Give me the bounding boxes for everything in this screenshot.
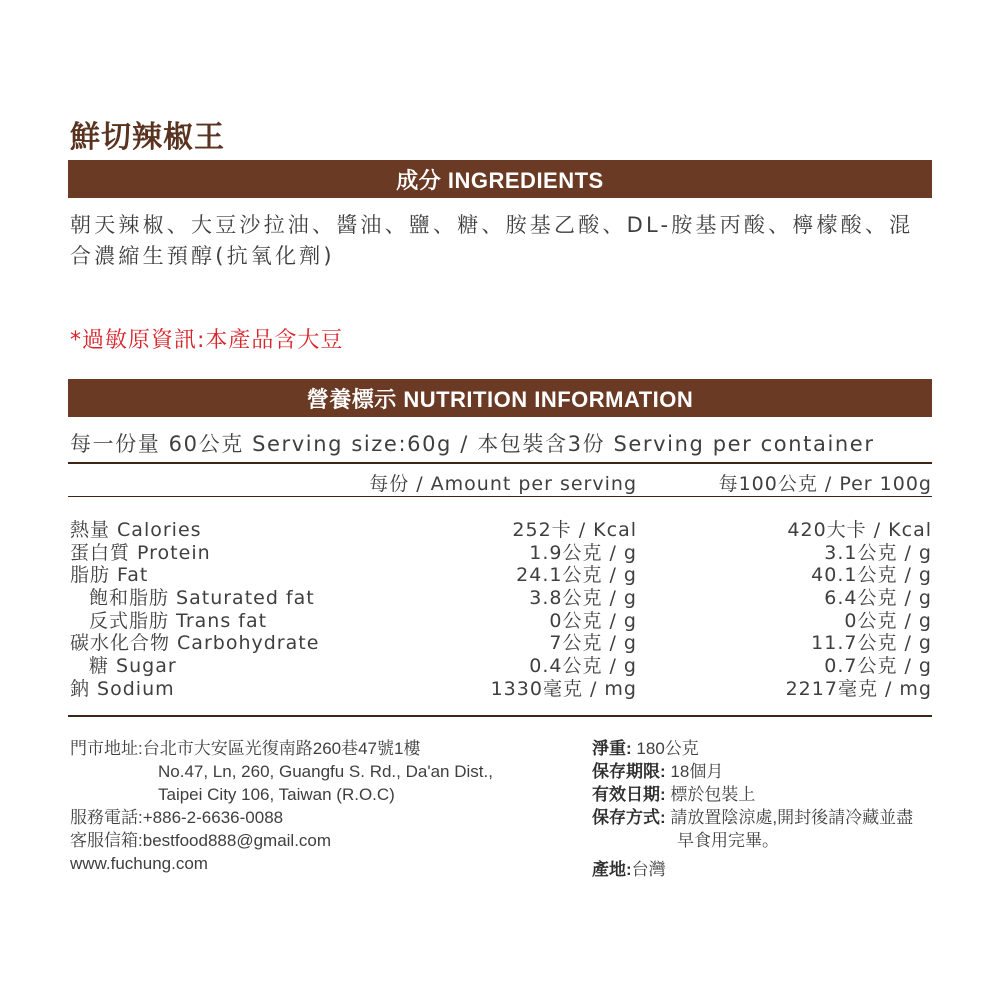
per-serving-value: 7公克 / g [549, 632, 637, 655]
per-serving-value: 252卡 / Kcal [512, 519, 637, 541]
nutrient-name: 飽和脂肪 Saturated fat [89, 587, 315, 610]
storage-line [592, 806, 913, 829]
per-100g-value: 2217毫克 / mg [785, 677, 932, 700]
origin-value: 台灣 [631, 860, 666, 879]
address-value: 台北市大安區光復南路260巷47號1樓 [142, 739, 421, 758]
column-header-per-100g: 每100公克 / Per 100g [718, 473, 932, 495]
nutrient-row [70, 606, 932, 632]
nutrient-row [70, 651, 932, 678]
nutrient-name: 碳水化合物 Carbohydrate [70, 632, 320, 655]
per-serving-value: 0公克 / g [549, 609, 637, 632]
divider [68, 715, 932, 717]
nutrient-row [70, 538, 932, 564]
per-serving-value: 1330毫克 / mg [490, 677, 637, 700]
per-100g-value: 0.7公克 / g [824, 655, 932, 678]
nutrient-name: 鈉 Sodium [70, 677, 175, 700]
per-100g-value: 3.1公克 / g [824, 541, 932, 564]
per-100g-value: 11.7公克 / g [811, 632, 932, 655]
storage-value: 請放置陰涼處,開封後請冷藏並盡 [670, 808, 914, 827]
address-label: 門市地址: [70, 739, 143, 758]
nutrition-header: 營養標示 NUTRITION INFORMATION [68, 379, 932, 417]
column-header-per-serving: 每份 / Amount per serving [369, 473, 637, 495]
nutrient-row [70, 515, 932, 541]
website-url: www.fuchung.com [70, 854, 208, 873]
email-line [70, 829, 493, 852]
nutrient-row [70, 628, 932, 655]
divider [68, 496, 932, 497]
shelf-life-label: 保存期限: [592, 762, 666, 781]
per-100g-value: 40.1公克 / g [811, 564, 932, 587]
storage-label: 保存方式: [592, 808, 666, 827]
nutrition-table [70, 515, 932, 700]
per-serving-value: 1.9公克 / g [529, 541, 637, 564]
nutrient-name: 脂肪 Fat [70, 564, 149, 587]
divider [68, 462, 932, 464]
expiry-line [592, 783, 913, 806]
address-line-en-2: Taipei City 106, Taiwan (R.O.C) [158, 785, 395, 804]
shelf-life-value: 18個月 [670, 762, 724, 781]
nutrient-row [70, 560, 932, 587]
per-serving-value: 0.4公克 / g [529, 655, 637, 678]
contact-info [70, 737, 493, 875]
address-line-en-1: No.47, Ln, 260, Guangfu S. Rd., Da'an Dist., [158, 762, 493, 781]
shelf-life-line [592, 760, 913, 783]
address-line [70, 737, 493, 760]
product-title: 鮮切辣椒王 [70, 120, 225, 155]
ingredients-text: 朝天辣椒、大豆沙拉油、醬油、鹽、糖、胺基乙酸、DL-胺基丙酸、檸檬酸、混合濃縮生預醇(抗氧化劑) [70, 213, 914, 268]
net-weight-value: 180公克 [636, 739, 699, 758]
per-serving-value: 3.8公克 / g [529, 587, 637, 610]
email-label: 客服信箱: [70, 831, 143, 850]
allergen-info: *過敏原資訊:本產品含大豆 [70, 328, 344, 353]
email-address: bestfood888@gmail.com [142, 831, 332, 850]
phone-line [70, 806, 493, 829]
nutrient-name: 蛋白質 Protein [70, 541, 211, 564]
expiry-value: 標於包裝上 [670, 785, 756, 804]
nutrient-row [70, 674, 932, 700]
serving-size: 每一份量 60公克 Serving size:60g / 本包裝含3份 Serving per container [70, 432, 875, 456]
nutrient-name: 糖 Sugar [89, 655, 177, 678]
phone-label: 服務電話: [70, 808, 143, 827]
per-100g-value: 0公克 / g [844, 609, 932, 632]
origin-label: 產地: [592, 860, 632, 879]
product-details [592, 737, 913, 881]
per-serving-value: 24.1公克 / g [516, 564, 637, 587]
ingredients-header: 成分 INGREDIENTS [68, 160, 932, 198]
phone-number: +886-2-6636-0088 [142, 808, 284, 827]
net-weight-line [592, 737, 913, 760]
expiry-label: 有效日期: [592, 785, 666, 804]
storage-value-cont: 早食用完畢。 [677, 831, 779, 850]
nutrient-row [70, 583, 932, 610]
net-weight-label: 淨重: [592, 739, 632, 758]
nutrient-name: 熱量 Calories [70, 519, 202, 541]
nutrient-name: 反式脂肪 Trans fat [89, 609, 268, 632]
per-100g-value: 6.4公克 / g [824, 587, 932, 610]
origin-line [592, 858, 913, 881]
per-100g-value: 420大卡 / Kcal [787, 519, 932, 541]
